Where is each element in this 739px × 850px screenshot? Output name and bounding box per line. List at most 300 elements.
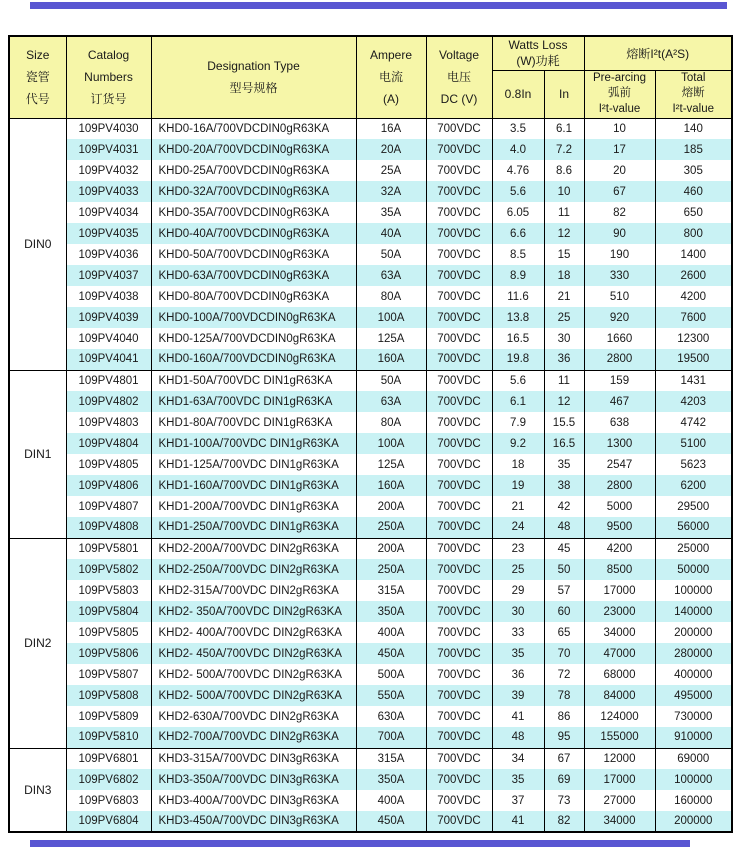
ampere-value: 550A xyxy=(356,685,426,706)
designation-type: KHD2- 500A/700VDC DIN2gR63KA xyxy=(151,664,356,685)
watts-loss-08in: 8.9 xyxy=(492,265,544,286)
designation-type: KHD3-350A/700VDC DIN3gR63KA xyxy=(151,769,356,790)
designation-type: KHD1-100A/700VDC DIN1gR63KA xyxy=(151,433,356,454)
watts-loss-08in: 6.6 xyxy=(492,223,544,244)
total-i2t-value: 1431 xyxy=(655,370,732,391)
designation-type: KHD0-40A/700VDCDIN0gR63KA xyxy=(151,223,356,244)
watts-loss-08in: 8.5 xyxy=(492,244,544,265)
header-watts-loss-line: (W)功耗 xyxy=(516,54,560,69)
catalog-number: 109PV4037 xyxy=(66,265,151,286)
watts-loss-in: 12 xyxy=(544,223,584,244)
prearcing-i2t-value: 1300 xyxy=(584,433,655,454)
catalog-number: 109PV5806 xyxy=(66,643,151,664)
prearcing-i2t-value: 67 xyxy=(584,181,655,202)
header-designation-type xyxy=(151,36,356,118)
header-size xyxy=(9,36,66,118)
voltage-value: 700VDC xyxy=(426,664,492,685)
watts-loss-08in: 24 xyxy=(492,517,544,538)
table-row xyxy=(9,265,732,286)
size-group-label: DIN2 xyxy=(9,538,66,748)
catalog-number: 109PV6803 xyxy=(66,790,151,811)
table-row xyxy=(9,244,732,265)
designation-type: KHD2-200A/700VDC DIN2gR63KA xyxy=(151,538,356,559)
watts-loss-in: 78 xyxy=(544,685,584,706)
catalog-number: 109PV5807 xyxy=(66,664,151,685)
header-i2t-title: 熔断I²t(A²S) xyxy=(626,46,690,61)
voltage-value: 700VDC xyxy=(426,370,492,391)
voltage-value: 700VDC xyxy=(426,496,492,517)
header-size-line: 代号 xyxy=(25,92,50,107)
total-i2t-value: 400000 xyxy=(655,664,732,685)
catalog-number: 109PV4031 xyxy=(66,139,151,160)
designation-type: KHD2- 400A/700VDC DIN2gR63KA xyxy=(151,622,356,643)
watts-loss-in: 15 xyxy=(544,244,584,265)
voltage-value: 700VDC xyxy=(426,454,492,475)
designation-type: KHD1-50A/700VDC DIN1gR63KA xyxy=(151,370,356,391)
table-row xyxy=(9,391,732,412)
total-i2t-value: 200000 xyxy=(655,811,732,832)
prearcing-i2t-value: 124000 xyxy=(584,706,655,727)
watts-loss-08in: 41 xyxy=(492,811,544,832)
designation-type: KHD0-20A/700VDCDIN0gR63KA xyxy=(151,139,356,160)
voltage-value: 700VDC xyxy=(426,622,492,643)
ampere-value: 63A xyxy=(356,265,426,286)
table-row xyxy=(9,538,732,559)
prearcing-i2t-value: 90 xyxy=(584,223,655,244)
watts-loss-in: 11 xyxy=(544,370,584,391)
watts-loss-08in: 37 xyxy=(492,790,544,811)
total-i2t-value: 280000 xyxy=(655,643,732,664)
header-pre-arcing-line: I²t-value xyxy=(598,102,641,115)
designation-type: KHD2-630A/700VDC DIN2gR63KA xyxy=(151,706,356,727)
prearcing-i2t-value: 9500 xyxy=(584,517,655,538)
total-i2t-value: 50000 xyxy=(655,559,732,580)
catalog-number: 109PV5808 xyxy=(66,685,151,706)
watts-loss-08in: 35 xyxy=(492,643,544,664)
watts-loss-in: 15.5 xyxy=(544,412,584,433)
total-i2t-value: 69000 xyxy=(655,748,732,769)
watts-loss-08in: 30 xyxy=(492,601,544,622)
total-i2t-value: 100000 xyxy=(655,769,732,790)
voltage-value: 700VDC xyxy=(426,328,492,349)
catalog-number: 109PV4802 xyxy=(66,391,151,412)
voltage-value: 700VDC xyxy=(426,706,492,727)
watts-loss-in: 25 xyxy=(544,307,584,328)
designation-type: KHD0-63A/700VDCDIN0gR63KA xyxy=(151,265,356,286)
prearcing-i2t-value: 8500 xyxy=(584,559,655,580)
catalog-number: 109PV4808 xyxy=(66,517,151,538)
voltage-value: 700VDC xyxy=(426,118,492,139)
header-voltage xyxy=(426,36,492,118)
watts-loss-in: 42 xyxy=(544,496,584,517)
table-row xyxy=(9,517,732,538)
catalog-number: 109PV6804 xyxy=(66,811,151,832)
ampere-value: 315A xyxy=(356,748,426,769)
watts-loss-08in: 3.5 xyxy=(492,118,544,139)
watts-loss-in: 36 xyxy=(544,349,584,370)
total-i2t-value: 730000 xyxy=(655,706,732,727)
catalog-number: 109PV4035 xyxy=(66,223,151,244)
designation-type: KHD2- 350A/700VDC DIN2gR63KA xyxy=(151,601,356,622)
prearcing-i2t-value: 2547 xyxy=(584,454,655,475)
watts-loss-08in: 19 xyxy=(492,475,544,496)
catalog-number: 109PV5810 xyxy=(66,727,151,748)
top-accent-bar xyxy=(30,2,727,9)
table-row xyxy=(9,622,732,643)
prearcing-i2t-value: 2800 xyxy=(584,349,655,370)
table-row xyxy=(9,790,732,811)
table-row xyxy=(9,580,732,601)
header-pre-arcing-line: Pre-arcing xyxy=(592,72,647,85)
prearcing-i2t-value: 17 xyxy=(584,139,655,160)
table-row xyxy=(9,769,732,790)
catalog-number: 109PV4036 xyxy=(66,244,151,265)
header-size-line: 瓷管 xyxy=(25,70,50,85)
catalog-number: 109PV4805 xyxy=(66,454,151,475)
catalog-number: 109PV5803 xyxy=(66,580,151,601)
designation-type: KHD2- 450A/700VDC DIN2gR63KA xyxy=(151,643,356,664)
header-ampere-line: (A) xyxy=(383,92,399,107)
table-row xyxy=(9,160,732,181)
total-i2t-value: 800 xyxy=(655,223,732,244)
header-catalog-line: Numbers xyxy=(84,70,133,85)
prearcing-i2t-value: 10 xyxy=(584,118,655,139)
ampere-value: 200A xyxy=(356,496,426,517)
watts-loss-in: 95 xyxy=(544,727,584,748)
prearcing-i2t-value: 638 xyxy=(584,412,655,433)
watts-loss-in: 50 xyxy=(544,559,584,580)
watts-loss-in: 16.5 xyxy=(544,433,584,454)
prearcing-i2t-value: 1660 xyxy=(584,328,655,349)
table-row xyxy=(9,706,732,727)
watts-loss-in: 11 xyxy=(544,202,584,223)
designation-type: KHD1-160A/700VDC DIN1gR63KA xyxy=(151,475,356,496)
catalog-number: 109PV4030 xyxy=(66,118,151,139)
header-col-08in: 0.8In xyxy=(492,70,544,118)
table-row xyxy=(9,811,732,832)
table-row xyxy=(9,643,732,664)
total-i2t-value: 7600 xyxy=(655,307,732,328)
voltage-value: 700VDC xyxy=(426,160,492,181)
prearcing-i2t-value: 190 xyxy=(584,244,655,265)
watts-loss-08in: 41 xyxy=(492,706,544,727)
prearcing-i2t-value: 20 xyxy=(584,160,655,181)
header-total-line: I²t-value xyxy=(672,102,715,115)
ampere-value: 100A xyxy=(356,433,426,454)
designation-type: KHD0-32A/700VDCDIN0gR63KA xyxy=(151,181,356,202)
total-i2t-value: 19500 xyxy=(655,349,732,370)
header-catalog-line: 订货号 xyxy=(90,92,127,107)
prearcing-i2t-value: 68000 xyxy=(584,664,655,685)
table-row xyxy=(9,433,732,454)
ampere-value: 125A xyxy=(356,328,426,349)
watts-loss-08in: 11.6 xyxy=(492,286,544,307)
ampere-value: 25A xyxy=(356,160,426,181)
watts-loss-08in: 7.9 xyxy=(492,412,544,433)
designation-type: KHD0-100A/700VDCDIN0gR63KA xyxy=(151,307,356,328)
table-row xyxy=(9,223,732,244)
prearcing-i2t-value: 330 xyxy=(584,265,655,286)
ampere-value: 250A xyxy=(356,559,426,580)
designation-type: KHD1-250A/700VDC DIN1gR63KA xyxy=(151,517,356,538)
total-i2t-value: 160000 xyxy=(655,790,732,811)
header-total-i2t xyxy=(655,70,732,118)
watts-loss-08in: 25 xyxy=(492,559,544,580)
ampere-value: 400A xyxy=(356,622,426,643)
catalog-number: 109PV4040 xyxy=(66,328,151,349)
fuse-spec-table xyxy=(8,35,733,833)
designation-type: KHD2-250A/700VDC DIN2gR63KA xyxy=(151,559,356,580)
prearcing-i2t-value: 34000 xyxy=(584,622,655,643)
voltage-value: 700VDC xyxy=(426,517,492,538)
table-row xyxy=(9,496,732,517)
watts-loss-in: 73 xyxy=(544,790,584,811)
watts-loss-in: 10 xyxy=(544,181,584,202)
header-size-line: Size xyxy=(26,47,50,62)
table-row xyxy=(9,601,732,622)
voltage-value: 700VDC xyxy=(426,391,492,412)
table-row xyxy=(9,139,732,160)
designation-type: KHD0-125A/700VDCDIN0gR63KA xyxy=(151,328,356,349)
bottom-accent-bar xyxy=(30,840,690,847)
watts-loss-08in: 6.1 xyxy=(492,391,544,412)
total-i2t-value: 56000 xyxy=(655,517,732,538)
designation-type: KHD1-200A/700VDC DIN1gR63KA xyxy=(151,496,356,517)
prearcing-i2t-value: 510 xyxy=(584,286,655,307)
ampere-value: 700A xyxy=(356,727,426,748)
designation-type: KHD1-63A/700VDC DIN1gR63KA xyxy=(151,391,356,412)
total-i2t-value: 25000 xyxy=(655,538,732,559)
ampere-value: 20A xyxy=(356,139,426,160)
prearcing-i2t-value: 34000 xyxy=(584,811,655,832)
ampere-value: 350A xyxy=(356,769,426,790)
ampere-value: 125A xyxy=(356,454,426,475)
watts-loss-08in: 19.8 xyxy=(492,349,544,370)
total-i2t-value: 2600 xyxy=(655,265,732,286)
ampere-value: 315A xyxy=(356,580,426,601)
voltage-value: 700VDC xyxy=(426,580,492,601)
total-i2t-value: 4203 xyxy=(655,391,732,412)
size-group-label: DIN1 xyxy=(9,370,66,538)
watts-loss-in: 12 xyxy=(544,391,584,412)
watts-loss-08in: 35 xyxy=(492,769,544,790)
table-row xyxy=(9,370,732,391)
table-row xyxy=(9,475,732,496)
total-i2t-value: 5100 xyxy=(655,433,732,454)
table-row xyxy=(9,328,732,349)
watts-loss-in: 38 xyxy=(544,475,584,496)
voltage-value: 700VDC xyxy=(426,181,492,202)
watts-loss-08in: 4.0 xyxy=(492,139,544,160)
designation-type: KHD1-80A/700VDC DIN1gR63KA xyxy=(151,412,356,433)
ampere-value: 16A xyxy=(356,118,426,139)
voltage-value: 700VDC xyxy=(426,202,492,223)
designation-type: KHD1-125A/700VDC DIN1gR63KA xyxy=(151,454,356,475)
ampere-value: 350A xyxy=(356,601,426,622)
table-row xyxy=(9,454,732,475)
header-total-line: Total xyxy=(681,72,706,85)
prearcing-i2t-value: 467 xyxy=(584,391,655,412)
header-i2t xyxy=(584,36,732,70)
header-designation-line: 型号规格 xyxy=(229,81,278,96)
ampere-value: 630A xyxy=(356,706,426,727)
designation-type: KHD0-16A/700VDCDIN0gR63KA xyxy=(151,118,356,139)
designation-type: KHD0-35A/700VDCDIN0gR63KA xyxy=(151,202,356,223)
prearcing-i2t-value: 17000 xyxy=(584,769,655,790)
watts-loss-in: 45 xyxy=(544,538,584,559)
watts-loss-08in: 5.6 xyxy=(492,370,544,391)
voltage-value: 700VDC xyxy=(426,265,492,286)
voltage-value: 700VDC xyxy=(426,685,492,706)
table-row xyxy=(9,727,732,748)
header-ampere xyxy=(356,36,426,118)
ampere-value: 80A xyxy=(356,286,426,307)
voltage-value: 700VDC xyxy=(426,601,492,622)
ampere-value: 32A xyxy=(356,181,426,202)
catalog-number: 109PV4038 xyxy=(66,286,151,307)
header-pre-arcing xyxy=(584,70,655,118)
watts-loss-08in: 23 xyxy=(492,538,544,559)
total-i2t-value: 12300 xyxy=(655,328,732,349)
designation-type: KHD0-160A/700VDCDIN0gR63KA xyxy=(151,349,356,370)
voltage-value: 700VDC xyxy=(426,412,492,433)
ampere-value: 100A xyxy=(356,307,426,328)
catalog-number: 109PV4032 xyxy=(66,160,151,181)
voltage-value: 700VDC xyxy=(426,769,492,790)
watts-loss-in: 82 xyxy=(544,811,584,832)
voltage-value: 700VDC xyxy=(426,727,492,748)
prearcing-i2t-value: 47000 xyxy=(584,643,655,664)
ampere-value: 250A xyxy=(356,517,426,538)
watts-loss-08in: 36 xyxy=(492,664,544,685)
designation-type: KHD0-50A/700VDCDIN0gR63KA xyxy=(151,244,356,265)
ampere-value: 450A xyxy=(356,643,426,664)
prearcing-i2t-value: 27000 xyxy=(584,790,655,811)
watts-loss-in: 86 xyxy=(544,706,584,727)
designation-type: KHD2- 500A/700VDC DIN2gR63KA xyxy=(151,685,356,706)
total-i2t-value: 100000 xyxy=(655,580,732,601)
watts-loss-08in: 34 xyxy=(492,748,544,769)
table-row xyxy=(9,202,732,223)
header-ampere-line: 电流 xyxy=(378,70,403,85)
prearcing-i2t-value: 17000 xyxy=(584,580,655,601)
prearcing-i2t-value: 84000 xyxy=(584,685,655,706)
header-watts-loss-line: Watts Loss xyxy=(508,38,568,53)
ampere-value: 450A xyxy=(356,811,426,832)
table-row xyxy=(9,349,732,370)
catalog-number: 109PV4803 xyxy=(66,412,151,433)
header-catalog-line: Catalog xyxy=(87,47,130,62)
table-row xyxy=(9,664,732,685)
table-row xyxy=(9,118,732,139)
watts-loss-08in: 9.2 xyxy=(492,433,544,454)
voltage-value: 700VDC xyxy=(426,811,492,832)
ampere-value: 500A xyxy=(356,664,426,685)
table-row xyxy=(9,181,732,202)
header-pre-arcing-line: 弧前 xyxy=(608,87,631,100)
size-group-label: DIN3 xyxy=(9,748,66,832)
table-row xyxy=(9,559,732,580)
ampere-value: 40A xyxy=(356,223,426,244)
ampere-value: 160A xyxy=(356,475,426,496)
ampere-value: 50A xyxy=(356,244,426,265)
voltage-value: 700VDC xyxy=(426,307,492,328)
prearcing-i2t-value: 155000 xyxy=(584,727,655,748)
watts-loss-in: 18 xyxy=(544,265,584,286)
total-i2t-value: 6200 xyxy=(655,475,732,496)
ampere-value: 160A xyxy=(356,349,426,370)
table-row xyxy=(9,412,732,433)
total-i2t-value: 5623 xyxy=(655,454,732,475)
catalog-number: 109PV4033 xyxy=(66,181,151,202)
voltage-value: 700VDC xyxy=(426,286,492,307)
prearcing-i2t-value: 5000 xyxy=(584,496,655,517)
header-col-in: In xyxy=(544,70,584,118)
catalog-number: 109PV5805 xyxy=(66,622,151,643)
prearcing-i2t-value: 159 xyxy=(584,370,655,391)
designation-type: KHD3-400A/700VDC DIN3gR63KA xyxy=(151,790,356,811)
ampere-value: 200A xyxy=(356,538,426,559)
watts-loss-in: 67 xyxy=(544,748,584,769)
watts-loss-08in: 29 xyxy=(492,580,544,601)
watts-loss-in: 6.1 xyxy=(544,118,584,139)
total-i2t-value: 29500 xyxy=(655,496,732,517)
table-row xyxy=(9,307,732,328)
watts-loss-08in: 48 xyxy=(492,727,544,748)
total-i2t-value: 200000 xyxy=(655,622,732,643)
catalog-number: 109PV5804 xyxy=(66,601,151,622)
catalog-number: 109PV4804 xyxy=(66,433,151,454)
voltage-value: 700VDC xyxy=(426,475,492,496)
designation-type: KHD0-25A/700VDCDIN0gR63KA xyxy=(151,160,356,181)
watts-loss-08in: 5.6 xyxy=(492,181,544,202)
prearcing-i2t-value: 920 xyxy=(584,307,655,328)
watts-loss-08in: 33 xyxy=(492,622,544,643)
total-i2t-value: 305 xyxy=(655,160,732,181)
watts-loss-in: 57 xyxy=(544,580,584,601)
table-row xyxy=(9,748,732,769)
total-i2t-value: 650 xyxy=(655,202,732,223)
watts-loss-in: 70 xyxy=(544,643,584,664)
watts-loss-08in: 21 xyxy=(492,496,544,517)
voltage-value: 700VDC xyxy=(426,139,492,160)
table-row xyxy=(9,685,732,706)
total-i2t-value: 495000 xyxy=(655,685,732,706)
watts-loss-in: 7.2 xyxy=(544,139,584,160)
total-i2t-value: 4200 xyxy=(655,286,732,307)
voltage-value: 700VDC xyxy=(426,349,492,370)
table-row xyxy=(9,286,732,307)
ampere-value: 80A xyxy=(356,412,426,433)
prearcing-i2t-value: 12000 xyxy=(584,748,655,769)
ampere-value: 35A xyxy=(356,202,426,223)
catalog-number: 109PV4034 xyxy=(66,202,151,223)
catalog-number: 109PV5809 xyxy=(66,706,151,727)
watts-loss-in: 48 xyxy=(544,517,584,538)
total-i2t-value: 140 xyxy=(655,118,732,139)
voltage-value: 700VDC xyxy=(426,643,492,664)
watts-loss-08in: 6.05 xyxy=(492,202,544,223)
designation-type: KHD2-700A/700VDC DIN2gR63KA xyxy=(151,727,356,748)
designation-type: KHD0-80A/700VDCDIN0gR63KA xyxy=(151,286,356,307)
ampere-value: 63A xyxy=(356,391,426,412)
prearcing-i2t-value: 4200 xyxy=(584,538,655,559)
total-i2t-value: 460 xyxy=(655,181,732,202)
size-group-label: DIN0 xyxy=(9,118,66,370)
header-catalog-numbers xyxy=(66,36,151,118)
catalog-number: 109PV6802 xyxy=(66,769,151,790)
total-i2t-value: 185 xyxy=(655,139,732,160)
